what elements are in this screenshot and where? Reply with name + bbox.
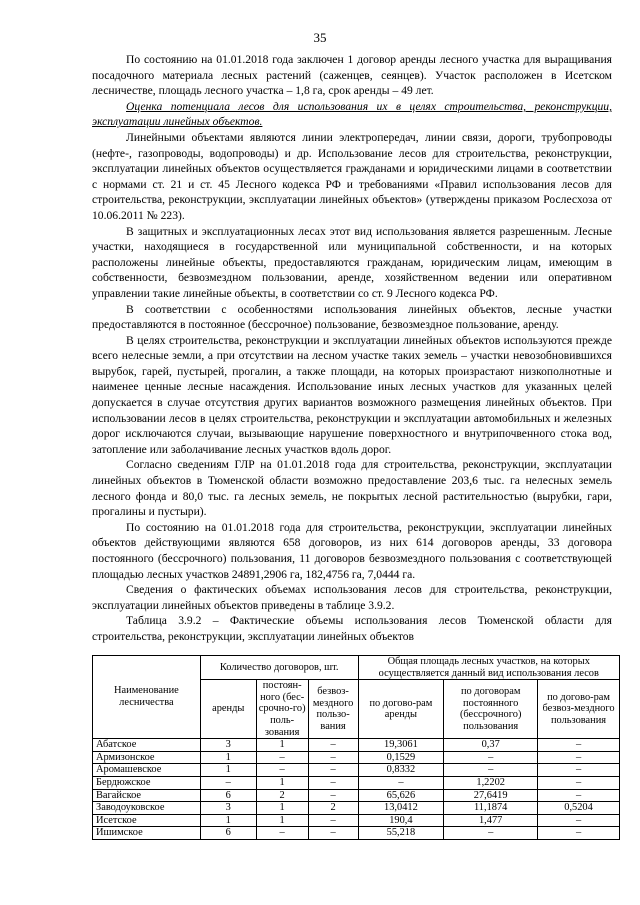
- paragraph-linear-objects: Линейными объектами являются линии электропередач, линии связи, дороги, трубопроводы (нефте-, газопроводы, водопроводы) и др. Использование лесов для строительства, реконструкции, эксплуатации линейных объектов осуществляется гражданами и юридическими лицами в соответствии с нормами ст. 21 и ст. 45 Лесного кодекса РФ и требованиями «Правил использования лесов для строительства, реконструкции, эксплуатации линейных объектов» (утверждены приказом Рослесхоза от 10.06.2011 № 223).: [92, 130, 612, 222]
- header-area-free: по догово-рам безвоз-мездного пользования: [538, 680, 620, 739]
- table-row: [93, 814, 620, 827]
- value-cell: –: [308, 776, 358, 789]
- forestry-name-cell: Абатское: [93, 739, 201, 752]
- table-row: [93, 827, 620, 840]
- value-cell: 2: [256, 789, 308, 802]
- value-cell: –: [308, 814, 358, 827]
- value-cell: –: [256, 827, 308, 840]
- table-row: [93, 802, 620, 815]
- table-body: [93, 739, 620, 840]
- value-cell: –: [256, 751, 308, 764]
- value-cell: 3: [200, 802, 256, 815]
- header-contract-count: Количество договоров, шт.: [200, 656, 358, 680]
- value-cell: 19,3061: [358, 739, 444, 752]
- paragraph-land-use: В целях строительства, реконструкции и эксплуатации линейных объектов используются прежде всего нелесные земли, а при отсутствии на лесном участке таких земель – участки невозобновившихся вырубок, гарей, пустырей, прогалин, а также площади, на которых произрастают низкополнотные и наименее ценные лесные насаждения. Использование иных лесных участков для указанных целей допускается в случае отсутствия других вариантов возможного размещения линейных объектов. При использовании лесов в целях строительства, реконструкции и эксплуатации автомобильных и железных дорог исключаются случаи, вызывающие нарушение поверхностного и внутрипочвенного стока вод, затопление или заболачивание лесных участков вдоль дорог.: [92, 333, 612, 456]
- value-cell: –: [444, 827, 538, 840]
- table-row: [93, 739, 620, 752]
- table-caption: Таблица 3.9.2 – Фактические объемы использования лесов Тюменской области для строительства, реконструкции, эксплуатации линейных объектов: [92, 614, 612, 643]
- value-cell: 1: [200, 814, 256, 827]
- value-cell: –: [538, 827, 620, 840]
- value-cell: –: [256, 764, 308, 777]
- header-forestry-name: Наименование лесничества: [93, 656, 201, 739]
- value-cell: 55,218: [358, 827, 444, 840]
- value-cell: 1: [200, 764, 256, 777]
- table-row: [93, 764, 620, 777]
- table-row: [93, 751, 620, 764]
- value-cell: 0,5204: [538, 802, 620, 815]
- value-cell: 1: [200, 751, 256, 764]
- forest-use-table: [92, 655, 620, 840]
- value-cell: –: [308, 751, 358, 764]
- paragraph-contracts: По состоянию на 01.01.2018 года для строительства, реконструкции, эксплуатации линейных объектов действующими являются 658 договоров, из них 614 договоров аренды, 33 договора постоянного (бессрочного) пользования, 11 договоров безвозмездного пользования с соответствующей площадью лесных участков 24891,2906 га, 182,4756 га, 7,0444 га.: [92, 520, 612, 581]
- value-cell: 1: [256, 814, 308, 827]
- value-cell: –: [538, 814, 620, 827]
- value-cell: –: [200, 776, 256, 789]
- value-cell: –: [538, 739, 620, 752]
- value-cell: 1: [256, 776, 308, 789]
- value-cell: 3: [200, 739, 256, 752]
- value-cell: 2: [308, 802, 358, 815]
- forestry-name-cell: Вагайское: [93, 789, 201, 802]
- value-cell: –: [308, 827, 358, 840]
- value-cell: 0,1529: [358, 751, 444, 764]
- header-area-permanent: по договорам постоянного (бессрочного) пользования: [444, 680, 538, 739]
- section-heading: Оценка потенциала лесов для использования их в целях строительства, реконструкции, эксплуатации линейных объектов.: [92, 99, 612, 129]
- value-cell: 190,4: [358, 814, 444, 827]
- value-cell: 1: [256, 802, 308, 815]
- paragraph-glr-data: Согласно сведениям ГЛР на 01.01.2018 года для строительства, реконструкции, эксплуатации линейных объектов в Тюменской области возможно предоставление 203,6 тыс. га нелесных земель лесного фонда и 80,0 тыс. га лесных земель, не покрытых лесной растительностью (вырубки, гари, прогалины и пустыри).: [92, 458, 612, 519]
- paragraph-protective-forests: В защитных и эксплуатационных лесах этот вид использования является разрешенным. Лесные участки, находящиеся в государственной или муниципальной собственности, и на которых расположены линейные объекты, предоставляются гражданам, юридическим лицам, имеющим в собственности, безвозмездном пользовании, аренде, хозяйственном ведении или оперативном управлении такие линейные объекты, в соответствии со ст. 9 Лесного кодекса РФ.: [92, 224, 612, 300]
- header-total-area: Общая площадь лесных участков, на которых осуществляется данный вид использования лесов: [358, 656, 619, 680]
- forestry-name-cell: Исетское: [93, 814, 201, 827]
- forestry-name-cell: Заводоуковское: [93, 802, 201, 815]
- value-cell: –: [308, 789, 358, 802]
- value-cell: 6: [200, 827, 256, 840]
- paragraph-seedlings-lease: По состоянию на 01.01.2018 года заключен 1 договор аренды лесного участка для выращивания посадочного материала лесных растений (саженцев, сеянцев). Участок расположен в Исетском лесничестве, площадь лесного участка – 1,8 га, срок аренды – 49 лет.: [92, 53, 612, 98]
- value-cell: –: [444, 764, 538, 777]
- value-cell: –: [538, 776, 620, 789]
- value-cell: –: [358, 776, 444, 789]
- header-area-rent: по догово-рам аренды: [358, 680, 444, 739]
- page-number: 35: [313, 30, 327, 45]
- value-cell: 1,477: [444, 814, 538, 827]
- header-count-free: безвоз-мездного пользо-вания: [308, 680, 358, 739]
- value-cell: 65,626: [358, 789, 444, 802]
- header-count-rent: аренды: [200, 680, 256, 739]
- value-cell: 6: [200, 789, 256, 802]
- value-cell: 1,2202: [444, 776, 538, 789]
- value-cell: 27,6419: [444, 789, 538, 802]
- value-cell: –: [308, 739, 358, 752]
- table-row: [93, 776, 620, 789]
- document-body: [92, 52, 612, 645]
- value-cell: 13,0412: [358, 802, 444, 815]
- value-cell: 0,37: [444, 739, 538, 752]
- forestry-name-cell: Аромашевское: [93, 764, 201, 777]
- forestry-name-cell: Армизонское: [93, 751, 201, 764]
- value-cell: –: [308, 764, 358, 777]
- value-cell: 1: [256, 739, 308, 752]
- table-row: [93, 789, 620, 802]
- value-cell: –: [444, 751, 538, 764]
- paragraph-table-reference: Сведения о фактических объемах использования лесов для строительства, реконструкции, эксплуатации линейных объектов приведены в таблице 3.9.2.: [92, 583, 612, 612]
- forestry-name-cell: Бердюжское: [93, 776, 201, 789]
- value-cell: 11,1874: [444, 802, 538, 815]
- paragraph-provision-types: В соответствии с особенностями использования линейных объектов, лесные участки предоставляются в постоянное (бессрочное) пользование, безвозмездное пользование, аренду.: [92, 302, 612, 332]
- value-cell: –: [538, 764, 620, 777]
- value-cell: –: [538, 751, 620, 764]
- value-cell: 0,8332: [358, 764, 444, 777]
- forestry-name-cell: Ишимское: [93, 827, 201, 840]
- value-cell: –: [538, 789, 620, 802]
- header-count-permanent: постоян-ного (бес-срочно-го) поль-зования: [256, 680, 308, 739]
